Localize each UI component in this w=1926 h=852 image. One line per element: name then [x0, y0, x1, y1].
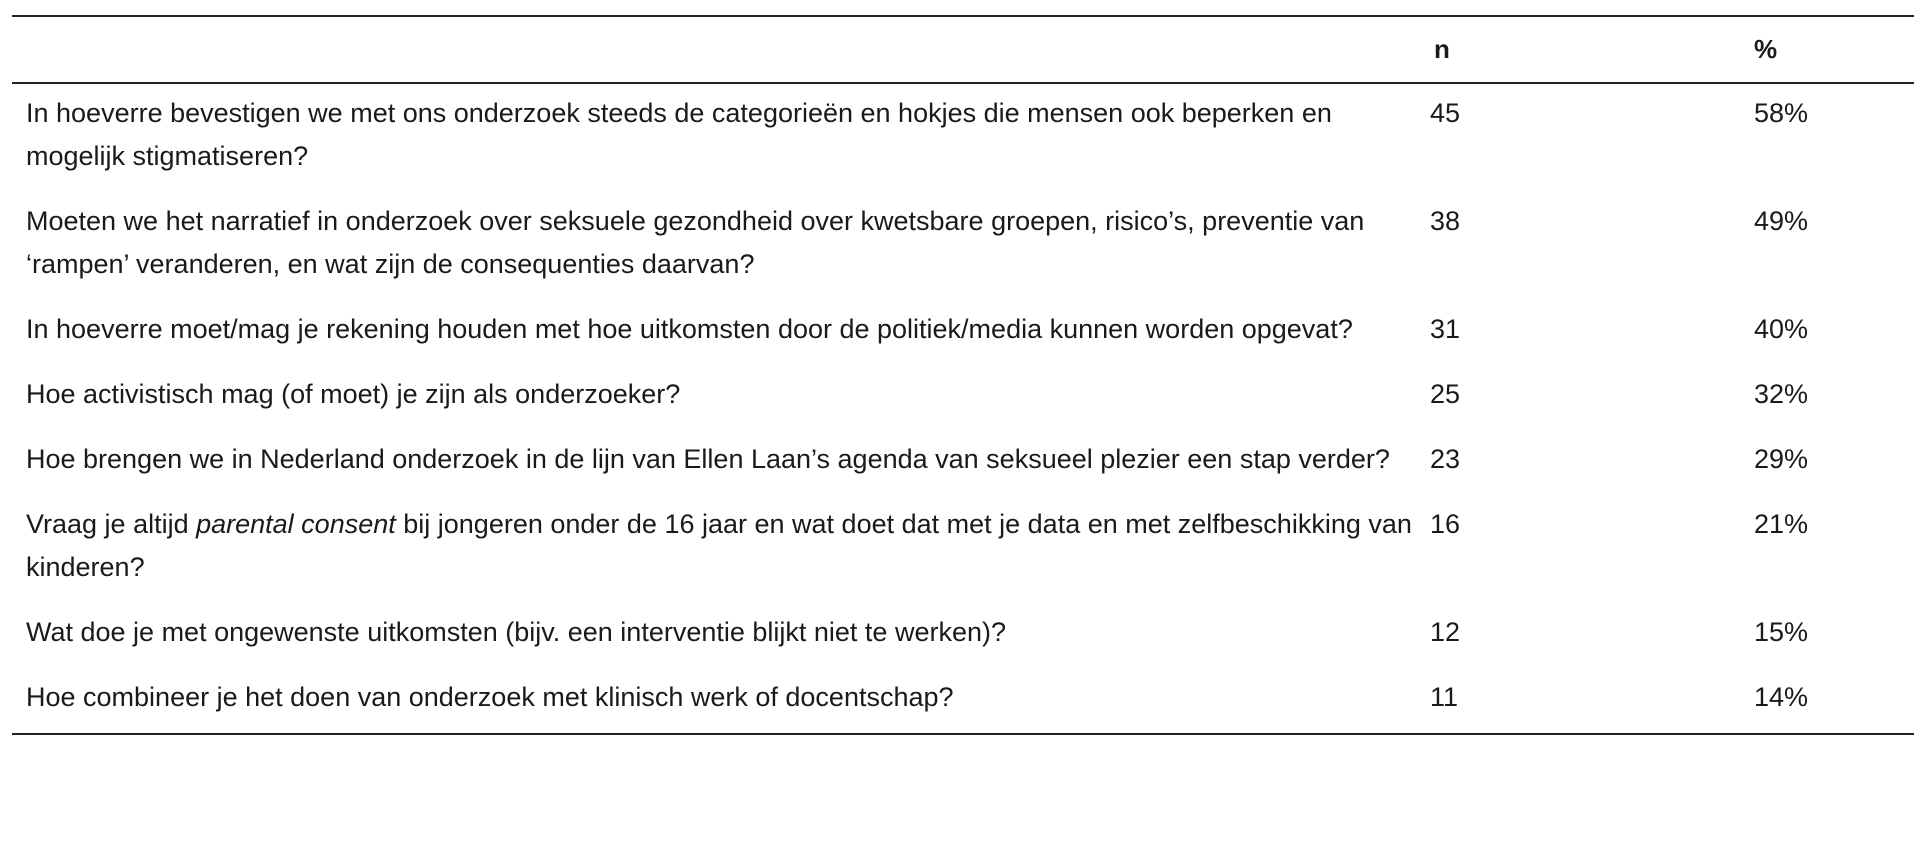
n-cell: 31	[1430, 314, 1461, 344]
question-text-before: Vraag je altijd	[26, 509, 197, 539]
table-row	[12, 300, 1914, 365]
n-cell: 45	[1430, 98, 1461, 128]
question-cell: Wat doe je met ongewenste uitkomsten (bijv. een interventie blijkt niet te werken)?	[26, 617, 1006, 647]
table-row	[12, 495, 1914, 603]
percent-cell: 49%	[1754, 206, 1809, 236]
results-table-container	[12, 15, 1914, 735]
n-cell: 25	[1430, 379, 1461, 409]
percent-cell: 29%	[1754, 444, 1809, 474]
question-cell: Hoe brengen we in Nederland onderzoek in de lijn van Ellen Laan’s agenda van seksueel plezier een stap verder?	[26, 444, 1390, 474]
percent-cell: 40%	[1754, 314, 1809, 344]
n-cell: 38	[1430, 206, 1461, 236]
table-row	[12, 603, 1914, 668]
header-question	[12, 16, 1430, 83]
results-table	[12, 15, 1914, 735]
n-cell: 23	[1430, 444, 1461, 474]
table-row	[12, 430, 1914, 495]
question-text-after: bij jongeren onder de 16 jaar en wat doet dat met je data en met zelfbeschikking van kinderen?	[26, 509, 1412, 582]
percent-cell: 32%	[1754, 379, 1809, 409]
question-cell: Hoe activistisch mag (of moet) je zijn als onderzoeker?	[26, 379, 681, 409]
question-cell: Hoe combineer je het doen van onderzoek met klinisch werk of docentschap?	[26, 682, 954, 712]
percent-cell: 15%	[1754, 617, 1809, 647]
header-row	[12, 16, 1914, 83]
percent-cell: 21%	[1754, 509, 1809, 539]
n-cell: 11	[1430, 682, 1459, 712]
question-cell	[12, 495, 1430, 603]
question-text-italic: parental consent	[196, 509, 396, 539]
table-body	[12, 83, 1914, 734]
header-n: n	[1434, 34, 1450, 64]
table-row	[12, 83, 1914, 192]
percent-cell: 58%	[1754, 98, 1809, 128]
n-cell: 12	[1430, 617, 1461, 647]
n-cell: 16	[1430, 509, 1461, 539]
header-percent: %	[1754, 34, 1778, 64]
table-header	[12, 16, 1914, 83]
table-row	[12, 668, 1914, 734]
question-cell: Moeten we het narratief in onderzoek over seksuele gezondheid over kwetsbare groepen, risico’s, preventie van ‘rampen’ veranderen, en wat zijn de consequenties daarvan?	[26, 206, 1365, 279]
percent-cell: 14%	[1754, 682, 1809, 712]
table-row	[12, 365, 1914, 430]
question-cell: In hoeverre moet/mag je rekening houden met hoe uitkomsten door de politiek/media kunnen worden opgevat?	[26, 314, 1353, 344]
table-row	[12, 192, 1914, 300]
question-cell: In hoeverre bevestigen we met ons onderzoek steeds de categorieën en hokjes die mensen ook beperken en mogelijk stigmatiseren?	[26, 98, 1332, 171]
